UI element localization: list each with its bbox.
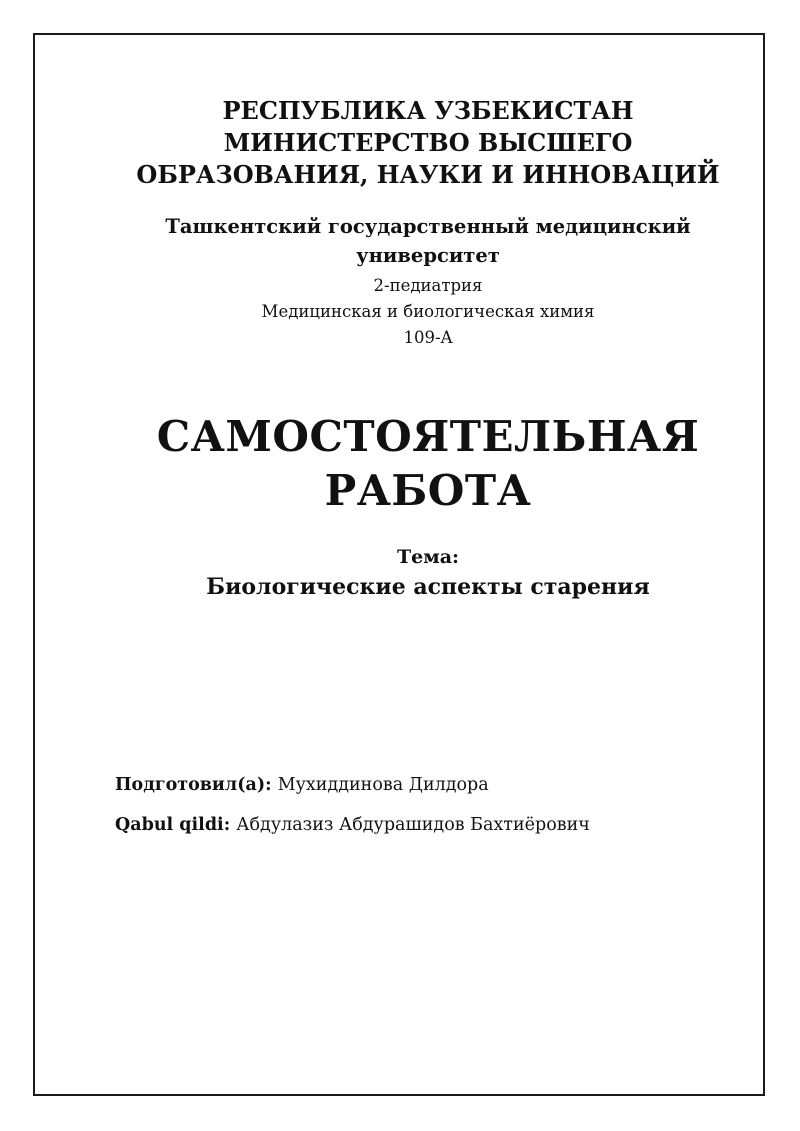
university-name-line: Ташкентский государственный медицинский xyxy=(165,215,691,238)
topic-label: Тема: xyxy=(396,546,460,568)
faculty: 2-педиатрия xyxy=(373,276,483,295)
prepared-by-label: Подготовил(а): xyxy=(115,775,278,795)
ministry-heading-line: МИНИСТЕРСТВО ВЫСШЕГО xyxy=(223,128,633,157)
subject: Медицинская и биологическая химия xyxy=(261,302,595,321)
course-info xyxy=(35,273,800,351)
university-name-line: университет xyxy=(356,244,500,267)
ministry-heading-line: ОБРАЗОВАНИЯ, НАУКИ И ИННОВАЦИЙ xyxy=(136,160,720,189)
ministry-heading xyxy=(35,95,800,191)
accepted-by-label: Qabul qildi: xyxy=(115,815,237,835)
prepared-by-name: Мухиддинова Дилдора xyxy=(277,775,489,795)
work-title xyxy=(35,410,800,518)
group-number: 109-A xyxy=(403,328,453,347)
work-title-line: САМОСТОЯТЕЛЬНАЯ xyxy=(156,412,700,461)
university-name xyxy=(35,212,800,270)
accepted-by-name: Абдулазиз Абдурашидов Бахтиёрович xyxy=(236,815,590,835)
accepted-by xyxy=(115,812,590,838)
ministry-heading-line: РЕСПУБЛИКА УЗБЕКИСТАН xyxy=(222,96,634,125)
prepared-by xyxy=(115,772,489,798)
topic: Биологические аспекты старения xyxy=(206,574,650,600)
work-title-line: РАБОТА xyxy=(324,466,532,515)
